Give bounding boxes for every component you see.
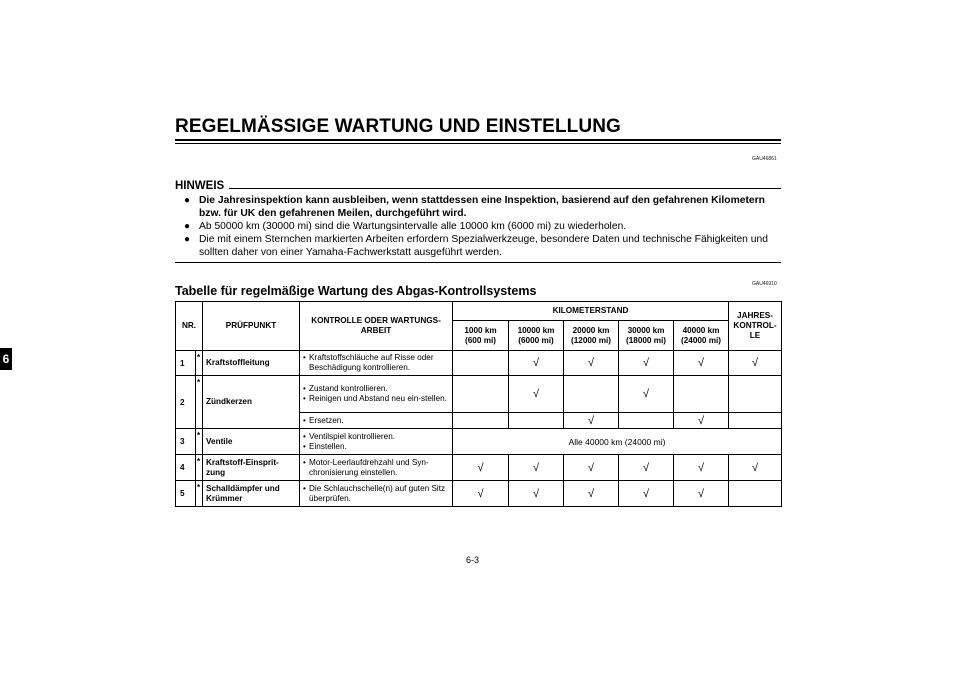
row-number: 2 (176, 376, 196, 429)
check-mark: √ (564, 455, 619, 481)
check-mark-empty (619, 413, 674, 429)
hinweis-notes (184, 194, 781, 259)
check-mark: √ (674, 413, 729, 429)
note-item (184, 233, 781, 259)
header-interval (564, 321, 619, 351)
work-line: • Zustand kontrollieren. (303, 384, 449, 394)
work-line: • Kraftstoffschläuche auf Risse oder Beschädigung kontrollieren. (303, 353, 449, 373)
check-mark-empty (729, 376, 782, 413)
check-mark: √ (729, 455, 782, 481)
work-description (300, 376, 453, 413)
check-mark: √ (619, 376, 674, 413)
check-mark: √ (674, 351, 729, 376)
asterisk: * (196, 455, 203, 481)
row-number: 1 (176, 351, 196, 376)
check-mark-empty (729, 413, 782, 429)
check-mark: √ (729, 351, 782, 376)
check-mark: √ (674, 481, 729, 507)
title-rule-thin (175, 143, 781, 144)
work-line: • Einstellen. (303, 442, 449, 452)
check-mark-empty (674, 376, 729, 413)
check-item: Kraftstoff-Einsprit-zung (203, 455, 300, 481)
mi-label: (12000 mi) (570, 335, 612, 345)
header-pruefpunkt: PRÜFPUNKT (203, 302, 300, 351)
page-title: REGELMÄSSIGE WARTUNG UND EINSTELLUNG (175, 116, 621, 137)
km-label: 1000 km (464, 325, 497, 335)
hinweis-label: HINWEIS (175, 180, 225, 192)
note-text: Die mit einem Sternchen markierten Arbeiten erfordern Spezialwerkzeuge, besondere Daten und technische Fähigkeiten und sollten daher von einer Yamaha-Fachwerkstatt ausgeführt werden. (199, 234, 768, 258)
hinweis-end-rule (175, 262, 781, 263)
asterisk: * (196, 429, 203, 455)
check-mark-empty (453, 376, 509, 413)
work-line: • Reinigen und Abstand neu ein-stellen. (303, 394, 449, 404)
maintenance-table (175, 301, 782, 507)
check-mark: √ (509, 376, 564, 413)
km-label: 30000 km (627, 325, 665, 335)
note-item (184, 194, 781, 220)
work-line: • Motor-Leerlaufdrehzahl und Syn-chronisierung einstellen. (303, 458, 449, 478)
note-text: Die Jahresinspektion kann ausbleiben, wenn stattdessen eine Inspektion, basierend auf den gefahrenen Kilometern bzw. für UK den gefahrenen Meilen, durchgeführt wird. (199, 195, 765, 219)
work-description (300, 429, 453, 455)
bullet-icon: ● (184, 195, 191, 206)
check-item: Zündkerzen (203, 376, 300, 429)
work-description (300, 481, 453, 507)
row-number: 4 (176, 455, 196, 481)
bullet-icon: ● (184, 221, 191, 232)
check-mark: √ (453, 455, 509, 481)
km-label: 20000 km (572, 325, 610, 335)
check-mark: √ (453, 481, 509, 507)
mi-label: (18000 mi) (625, 335, 667, 345)
title-rule (175, 139, 781, 141)
mi-label: (600 mi) (465, 335, 496, 345)
reference-code: GAU46861 (752, 156, 777, 162)
work-description (300, 351, 453, 376)
header-interval (674, 321, 729, 351)
check-mark-empty (509, 413, 564, 429)
chapter-tab (0, 348, 12, 370)
km-label: 40000 km (682, 325, 720, 335)
table-row (176, 455, 782, 481)
hinweis-rule (229, 188, 781, 189)
mi-label: (24000 mi) (680, 335, 722, 345)
interval-span-text: Alle 40000 km (24000 mi) (453, 429, 782, 455)
work-line: • Ventilspiel kontrollieren. (303, 432, 449, 442)
work-description (300, 455, 453, 481)
check-mark-empty (729, 481, 782, 507)
row-number: 5 (176, 481, 196, 507)
header-jahreskontrolle: JAHRES-KONTROL-LE (729, 302, 782, 351)
work-line: • Ersetzen. (303, 416, 449, 426)
check-item: Kraftstoffleitung (203, 351, 300, 376)
header-kilometerstand: KILOMETERSTAND (453, 302, 729, 321)
asterisk: * (196, 376, 203, 429)
check-mark: √ (509, 455, 564, 481)
header-kontrolle: KONTROLLE ODER WARTUNGS-ARBEIT (300, 302, 453, 351)
check-mark: √ (674, 455, 729, 481)
header-interval (453, 321, 509, 351)
table-row (176, 481, 782, 507)
note-item (184, 220, 781, 233)
check-mark: √ (564, 481, 619, 507)
table-row (176, 429, 782, 455)
work-line: • Die Schlauchschelle(n) auf guten Sitz überprüfen. (303, 484, 449, 504)
header-interval (619, 321, 674, 351)
table-row (176, 351, 782, 376)
reference-code: GAU46910 (752, 281, 777, 287)
check-item: Schalldämpfer und Krümmer (203, 481, 300, 507)
check-item: Ventile (203, 429, 300, 455)
check-mark: √ (509, 351, 564, 376)
check-mark-empty (564, 376, 619, 413)
header-nr: NR. (176, 302, 203, 351)
work-description (300, 413, 453, 429)
check-mark: √ (509, 481, 564, 507)
check-mark-empty (453, 413, 509, 429)
header-interval (509, 321, 564, 351)
asterisk: * (196, 481, 203, 507)
check-mark: √ (619, 481, 674, 507)
km-label: 10000 km (517, 325, 555, 335)
check-mark-empty (453, 351, 509, 376)
note-text: Ab 50000 km (30000 mi) sind die Wartungsintervalle alle 10000 km (6000 mi) zu wiederholen. (199, 221, 627, 232)
bullet-icon: ● (184, 234, 191, 245)
row-number: 3 (176, 429, 196, 455)
chapter-tab-label: 6 (2, 352, 10, 366)
check-mark: √ (619, 351, 674, 376)
check-mark: √ (564, 413, 619, 429)
check-mark: √ (564, 351, 619, 376)
page-number: 6-3 (466, 555, 480, 565)
section-title: Tabelle für regelmäßige Wartung des Abgas-Kontrollsystems (175, 284, 537, 298)
check-mark: √ (619, 455, 674, 481)
mi-label: (6000 mi) (518, 335, 554, 345)
table-row (176, 376, 782, 413)
asterisk: * (196, 351, 203, 376)
